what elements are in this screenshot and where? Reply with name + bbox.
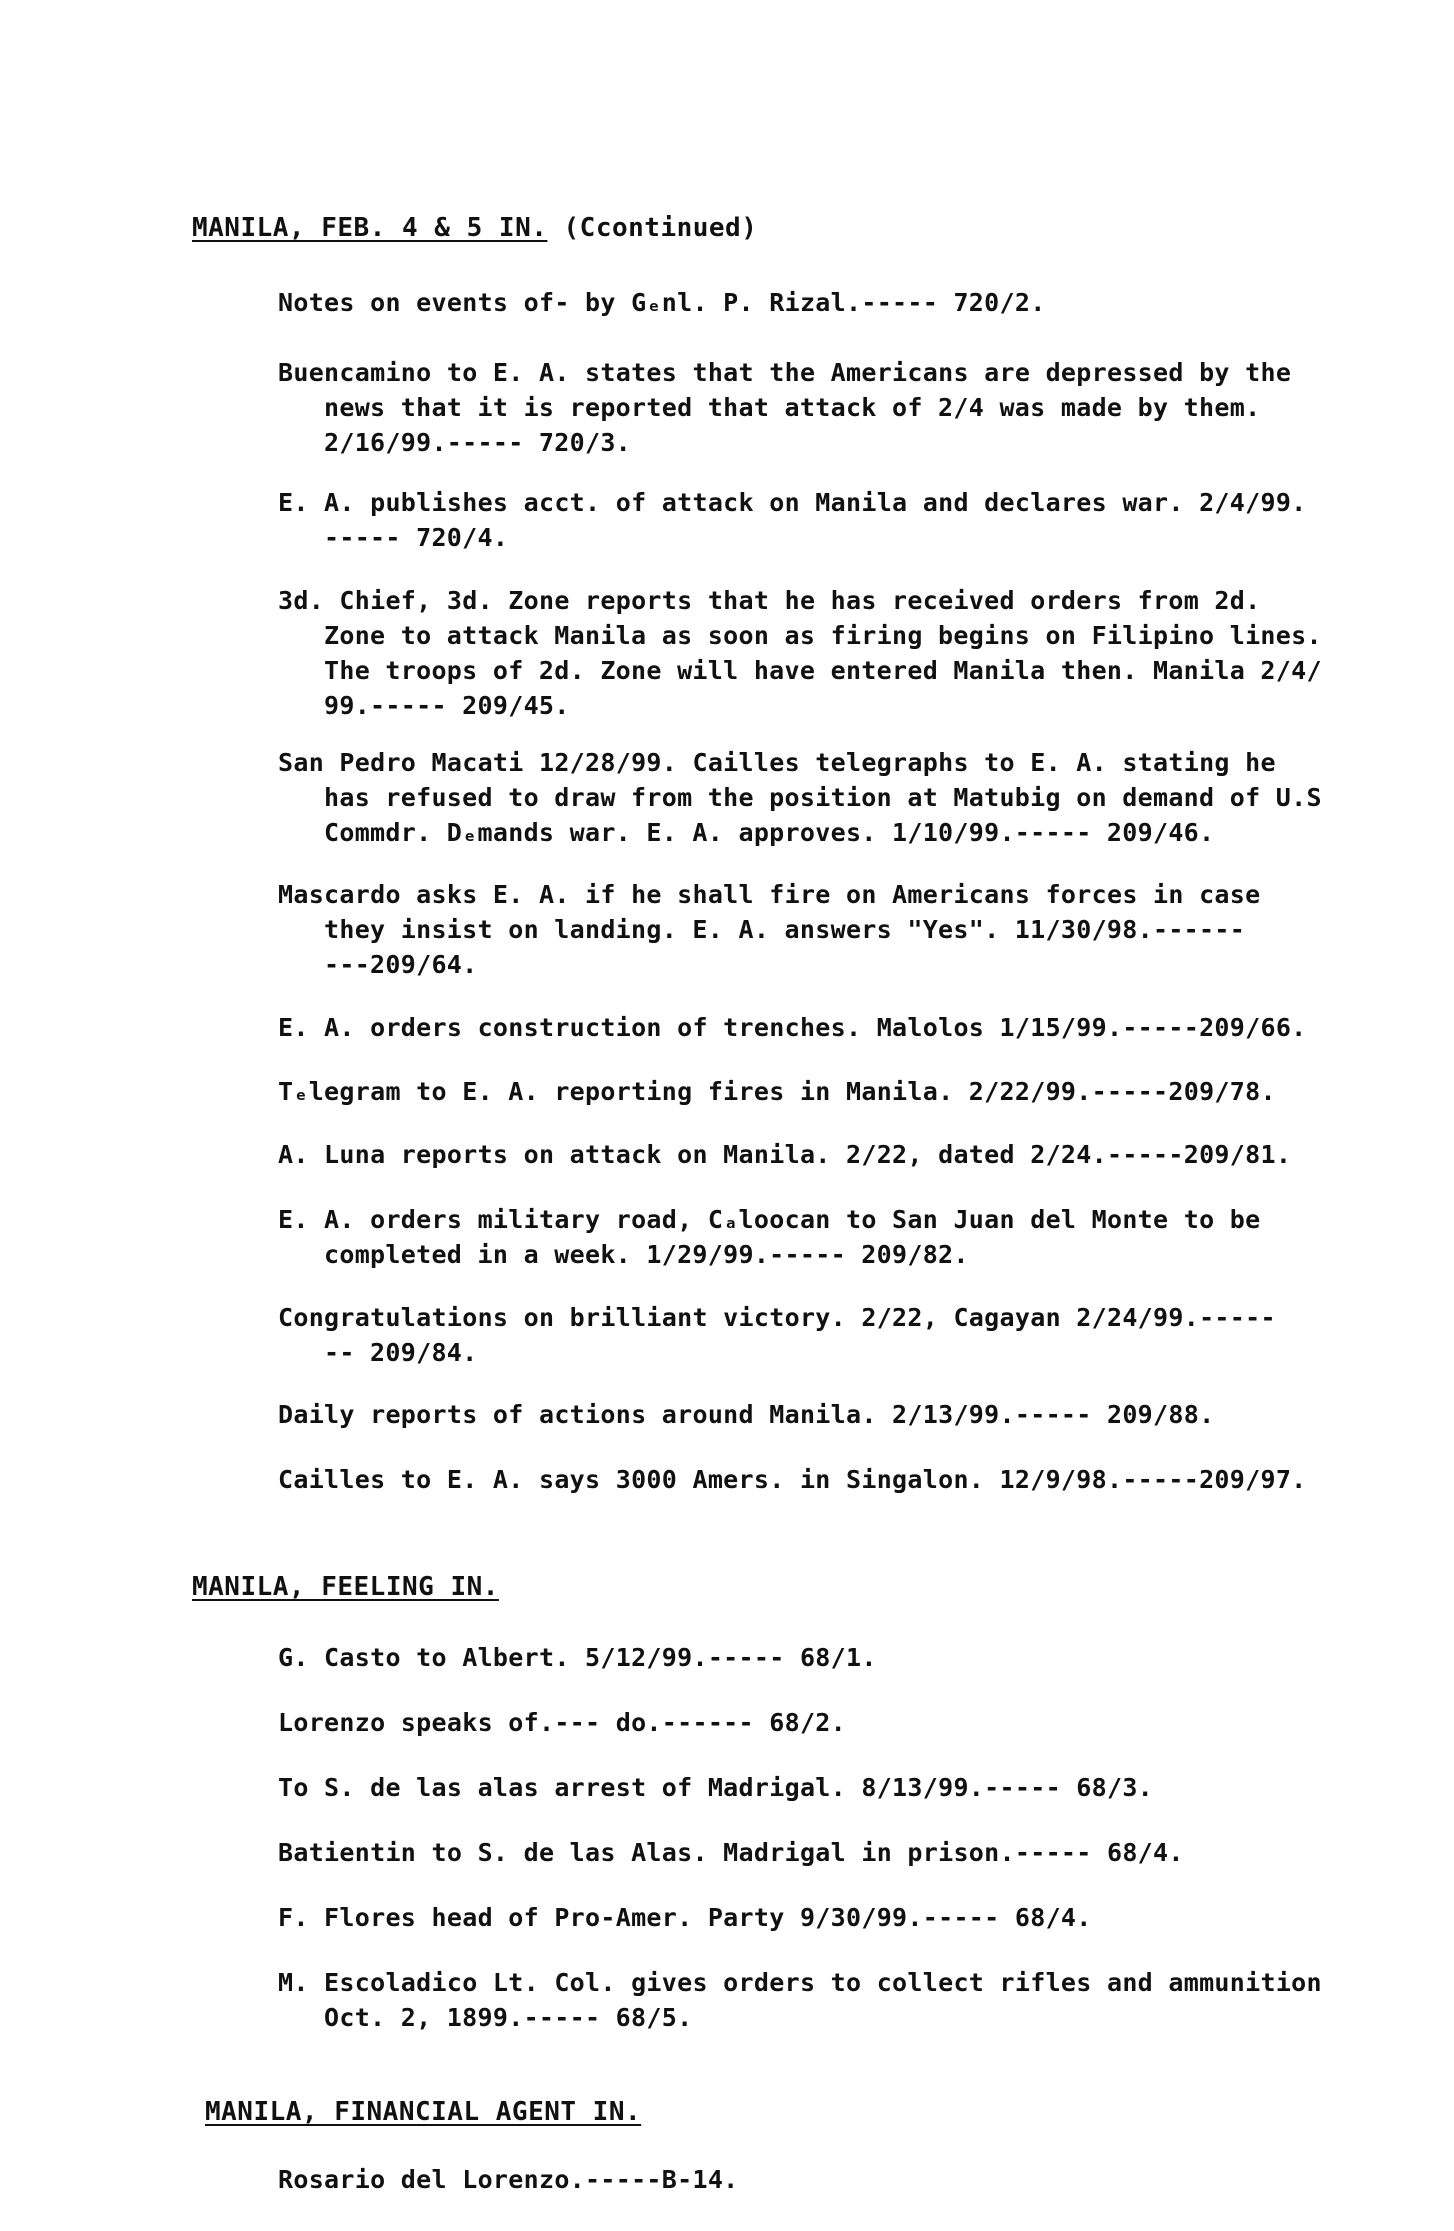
index-entry (278, 1835, 1398, 1870)
entry-line: Notes on events of- by Gₑnl. P. Rizal.----- 720/2. (278, 288, 1046, 317)
index-entry (278, 1137, 1398, 1172)
entry-line: E. A. orders military road, Cₐloocan to San Juan del Monte to be (278, 1205, 1261, 1234)
entry-line: 99.----- 209/45. (324, 691, 570, 720)
index-entry (278, 1705, 1398, 1740)
entry-line: they insist on landing. E. A. answers "Yes". 11/30/98.------ (324, 915, 1246, 944)
entry-line: To S. de las alas arrest of Madrigal. 8/13/99.----- 68/3. (278, 1773, 1154, 1802)
index-entry (278, 1202, 1398, 1272)
entry-line: Tₑlegram to E. A. reporting fires in Manila. 2/22/99.-----209/78. (278, 1077, 1276, 1106)
entry-line: F. Flores head of Pro-Amer. Party 9/30/99.----- 68/4. (278, 1903, 1092, 1932)
entry-line: Mascardo asks E. A. if he shall fire on Americans forces in case (278, 880, 1261, 909)
entry-line: M. Escoladico Lt. Col. gives orders to collect rifles and ammunition (278, 1968, 1322, 1997)
entry-line: ----- 720/4. (324, 523, 509, 552)
entry-line: E. A. orders construction of trenches. Malolos 1/15/99.-----209/66. (278, 1013, 1307, 1042)
index-entry (278, 285, 1398, 320)
entry-line: Cailles to E. A. says 3000 Amers. in Singalon. 12/9/98.-----209/97. (278, 1465, 1307, 1494)
index-entry (278, 1010, 1398, 1045)
index-entry (278, 485, 1398, 555)
entry-line: Batientin to S. de las Alas. Madrigal in prison.----- 68/4. (278, 1838, 1184, 1867)
index-entry (278, 877, 1398, 982)
entry-line: -- 209/84. (324, 1338, 478, 1367)
section-heading-title: MANILA, FEB. 4 & 5 IN. (192, 213, 548, 243)
entry-line: A. Luna reports on attack on Manila. 2/22, dated 2/24.-----209/81. (278, 1140, 1292, 1169)
entry-line: E. A. publishes acct. of attack on Manila and declares war. 2/4/99. (278, 488, 1307, 517)
entry-line: has refused to draw from the position at Matubig on demand of U.S (324, 783, 1322, 812)
entry-line: Buencamino to E. A. states that the Americans are depressed by the (278, 358, 1292, 387)
section-heading-title: MANILA, FEELING IN. (192, 1572, 499, 1602)
section-heading (205, 2097, 641, 2127)
entry-line: Rosario del Lorenzo.-----B-14. (278, 2165, 739, 2194)
index-entry (278, 1462, 1398, 1497)
index-entry (278, 2162, 1398, 2197)
index-entry (278, 1900, 1398, 1935)
index-entry (278, 1965, 1398, 2035)
entry-line: Oct. 2, 1899.----- 68/5. (324, 2003, 693, 2032)
section-heading (192, 213, 757, 243)
entry-line: Lorenzo speaks of.--- do.------ 68/2. (278, 1708, 846, 1737)
index-entry (278, 1300, 1398, 1370)
entry-line: 2/16/99.----- 720/3. (324, 428, 632, 457)
entry-line: G. Casto to Albert. 5/12/99.----- 68/1. (278, 1643, 877, 1672)
entry-line: Commdr. Dₑmands war. E. A. approves. 1/10/99.----- 209/46. (324, 818, 1215, 847)
section-heading-suffix: (Ccontinued) (547, 213, 758, 243)
entry-line: completed in a week. 1/29/99.----- 209/82. (324, 1240, 969, 1269)
index-entry (278, 1397, 1398, 1432)
entry-line: The troops of 2d. Zone will have entered Manila then. Manila 2/4/ (324, 656, 1322, 685)
entry-line: news that it is reported that attack of 2/4 was made by them. (324, 393, 1261, 422)
index-entry (278, 1770, 1398, 1805)
index-entry (278, 1640, 1398, 1675)
index-entry (278, 1074, 1398, 1109)
section-heading-title: MANILA, FINANCIAL AGENT IN. (205, 2097, 642, 2127)
entry-line: Daily reports of actions around Manila. 2/13/99.----- 209/88. (278, 1400, 1215, 1429)
entry-line: Congratulations on brilliant victory. 2/22, Cagayan 2/24/99.----- (278, 1303, 1276, 1332)
index-entry (278, 745, 1398, 850)
section-heading (192, 1572, 499, 1602)
entry-line: San Pedro Macati 12/28/99. Cailles telegraphs to E. A. stating he (278, 748, 1276, 777)
entry-line: Zone to attack Manila as soon as firing begins on Filipino lines. (324, 621, 1322, 650)
index-entry (278, 583, 1398, 723)
index-entry (278, 355, 1398, 460)
entry-line: 3d. Chief, 3d. Zone reports that he has received orders from 2d. (278, 586, 1261, 615)
entry-line: ---209/64. (324, 950, 478, 979)
